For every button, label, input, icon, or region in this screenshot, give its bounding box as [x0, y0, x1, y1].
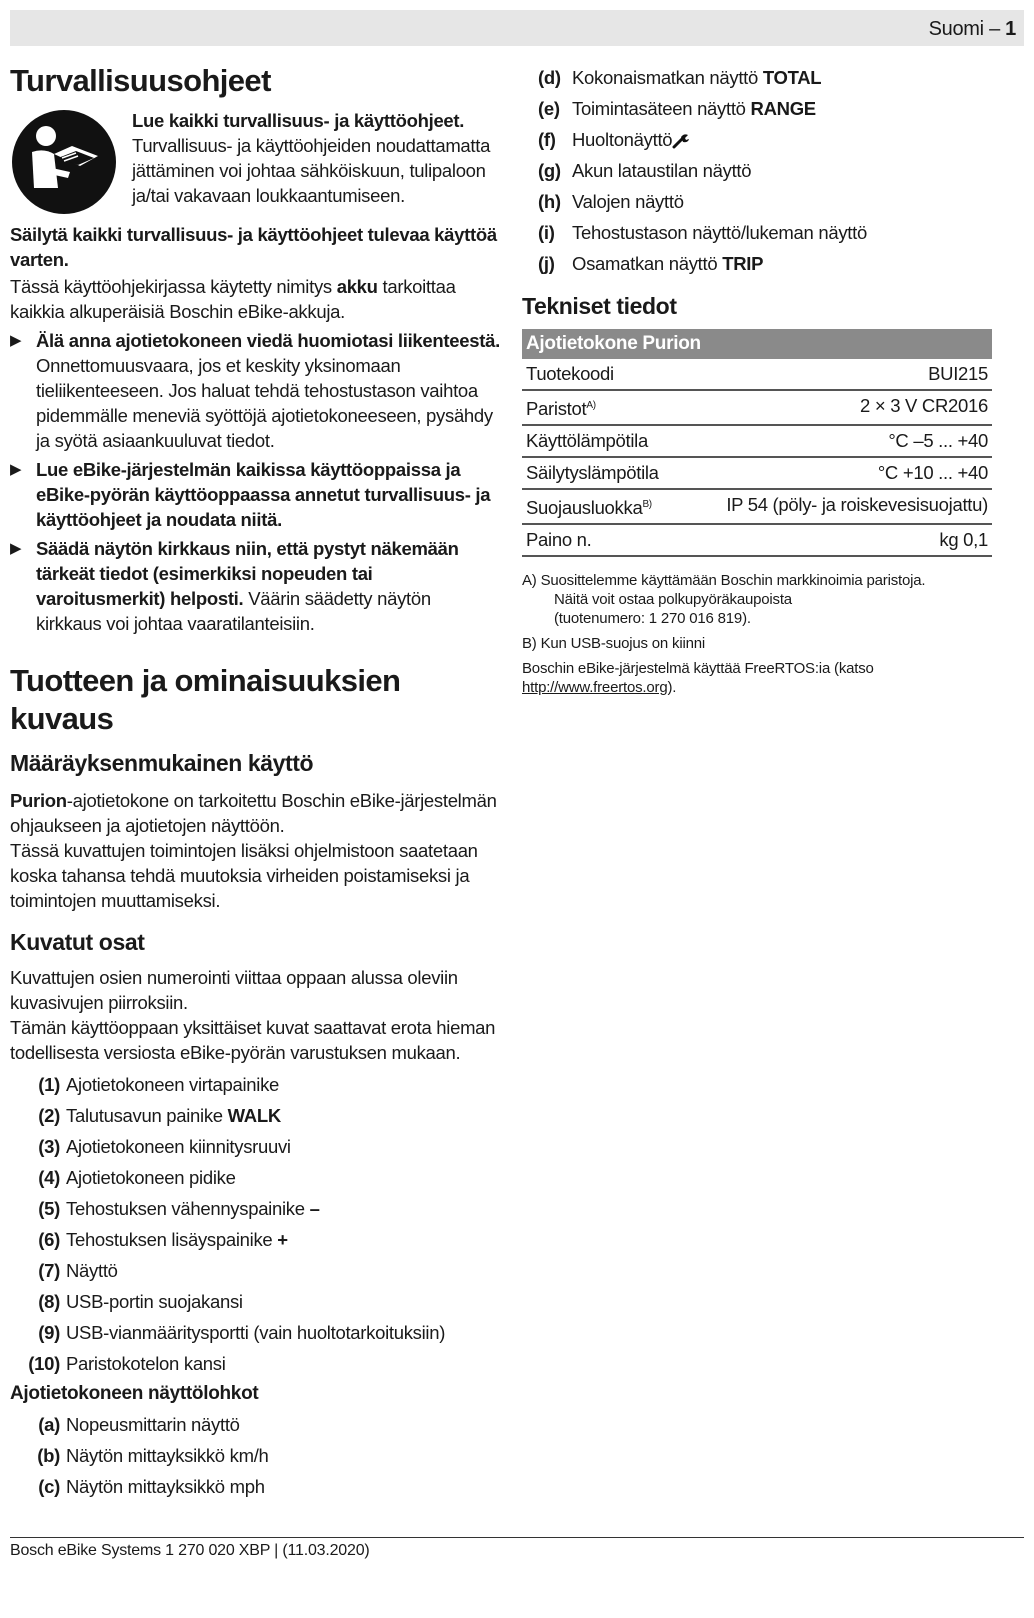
list-item — [538, 217, 1024, 248]
wrench-icon — [672, 133, 690, 149]
spec-value: IP 54 (pöly- ja roiskevesisuojattu) — [683, 489, 992, 524]
list-item — [10, 1440, 500, 1471]
item-number: (5) — [38, 1198, 60, 1219]
item-number: (d) — [538, 67, 561, 88]
display-list-right — [538, 62, 1024, 279]
bullet-arrow-icon: ▶ — [10, 332, 22, 349]
footnote-a: A) Suosittelemme käyttämään Boschin markkinoimia paristoja. — [522, 572, 926, 590]
list-item — [538, 93, 1024, 124]
keep-instructions: Säilytä kaikki turvallisuus- ja käyttöohjeet tulevaa käyttöä varten. — [10, 224, 497, 270]
tech-title: Tekniset tiedot — [522, 293, 677, 319]
list-item — [10, 1409, 500, 1440]
safety-bullet-2: ▶ Lue eBike-järjestelmän kaikissa käyttöoppaissa ja eBike-pyörän käyttöoppaassa annetut turvallisuus- ja käyttöohjeet ja noudata niitä. — [10, 459, 491, 530]
spec-row — [522, 457, 992, 489]
item-number: (7) — [38, 1260, 60, 1281]
item-text: Näytön mittayksikkö km/h — [66, 1445, 269, 1466]
item-text: Tehostustason näyttö/lukeman näyttö — [572, 222, 867, 243]
parts-text-2: Tämän käyttöoppaan yksittäiset kuvat saattavat erota hieman todellisesta versiosta eBike-pyörän varustuksen mukaan. — [10, 1017, 496, 1063]
spec-label: Tuotekoodi — [522, 359, 683, 390]
freertos-link[interactable]: http://www.freertos.org — [522, 679, 668, 697]
list-item — [538, 248, 1024, 279]
list-item — [538, 155, 1024, 186]
spec-table — [522, 329, 992, 557]
spec-label: Säilytyslämpötila — [522, 457, 683, 489]
item-text: Talutusavun painike WALK — [66, 1105, 281, 1126]
item-text: Paristokotelon kansi — [66, 1353, 226, 1374]
list-item — [538, 124, 1024, 155]
header-bar — [10, 10, 1024, 46]
item-number: (j) — [538, 253, 555, 274]
item-text: Huoltonäyttö — [572, 124, 690, 155]
list-item — [538, 186, 1024, 217]
safety-title: Turvallisuusohjeet — [10, 63, 271, 98]
item-number: (a) — [38, 1414, 60, 1435]
footer-text: Bosch eBike Systems 1 270 020 XBP | (11.03.2020) — [10, 1542, 370, 1559]
item-text: Ajotietokoneen pidike — [66, 1167, 236, 1188]
list-item — [10, 1224, 500, 1255]
item-text: Kokonaismatkan näyttö TOTAL — [572, 67, 822, 88]
spec-label: Käyttölämpötila — [522, 425, 683, 457]
list-item — [10, 1255, 500, 1286]
item-text: Ajotietokoneen virtapainike — [66, 1074, 280, 1095]
item-number: (9) — [38, 1322, 60, 1343]
list-item — [10, 1131, 500, 1162]
freertos-note: Boschin eBike-järjestelmä käyttää FreeRTOS:ia (katso — [522, 660, 874, 678]
list-item — [538, 62, 1024, 93]
parts-list — [10, 1069, 500, 1379]
usage-title: Määräyksenmukainen käyttö — [10, 750, 314, 776]
read-manual-icon — [10, 108, 118, 216]
item-text: Tehostuksen vähennyspainike – — [66, 1198, 320, 1219]
display-list-left — [10, 1409, 500, 1502]
item-text: Nopeusmittarin näyttö — [66, 1414, 240, 1435]
display-title: Ajotietokoneen näyttölohkot — [10, 1383, 259, 1404]
item-number: (10) — [28, 1353, 60, 1374]
list-item — [10, 1162, 500, 1193]
right-column — [522, 62, 1024, 697]
item-number: (e) — [538, 98, 560, 119]
footnotes: A) Suosittelemme käyttämään Boschin markkinoimia paristoja. Näitä voit ostaa polkupyöräkaupoista (tuotenumero: 1 270 016 819). B) Kun USB-suojus on kiinni Boschin eBike-järjestelmä käyttää FreeRTOS:ia (katso http://www.freertos.org). — [522, 571, 1024, 697]
item-number: (i) — [538, 222, 555, 243]
bullet-arrow-icon: ▶ — [10, 461, 22, 478]
list-item — [10, 1286, 500, 1317]
footnote-b: B) Kun USB-suojus on kiinni — [522, 635, 706, 653]
spec-table-header: Ajotietokone Purion — [522, 329, 992, 359]
spec-row — [522, 390, 992, 425]
intro-text: Turvallisuus- ja käyttöohjeiden noudattamatta jättäminen voi johtaa sähköiskuun, tulipaloon ja/tai vakavaan loukkaantumiseen. — [132, 135, 491, 206]
safety-intro — [10, 108, 500, 216]
item-text: Tehostuksen lisäyspainike + — [66, 1229, 288, 1250]
item-text: USB-vianmääritysportti (vain huoltotarkoituksiin) — [66, 1322, 446, 1343]
spec-value: BUI215 — [683, 359, 992, 390]
spec-row — [522, 524, 992, 556]
item-number: (4) — [38, 1167, 60, 1188]
item-number: (g) — [538, 160, 561, 181]
spec-value: °C +10 ... +40 — [683, 457, 992, 489]
spec-label: Paino n. — [522, 524, 683, 556]
left-column — [10, 62, 500, 1502]
item-number: (6) — [38, 1229, 60, 1250]
spec-value: 2 × 3 V CR2016 — [683, 390, 992, 425]
footer-divider — [10, 1537, 1024, 1538]
spec-row — [522, 425, 992, 457]
spec-value: kg 0,1 — [683, 524, 992, 556]
list-item — [10, 1100, 500, 1131]
item-number: (f) — [538, 129, 556, 150]
bullet-arrow-icon: ▶ — [10, 540, 22, 557]
item-text: Näyttö — [66, 1260, 118, 1281]
item-text: Näytön mittayksikkö mph — [66, 1476, 265, 1497]
item-number: (8) — [38, 1291, 60, 1312]
item-text: Toimintasäteen näyttö RANGE — [572, 98, 816, 119]
product-title: Tuotteen ja ominaisuuksien kuvaus — [10, 663, 401, 736]
item-number: (1) — [38, 1074, 60, 1095]
spec-label: Paristot$^{A)}$ — [522, 390, 683, 425]
parts-text-1: Kuvattujen osien numerointi viittaa oppaan alussa oleviin kuvasivujen piirroksiin. — [10, 967, 458, 1013]
parts-title: Kuvatut osat — [10, 929, 145, 955]
item-number: (b) — [37, 1445, 60, 1466]
item-number: (2) — [38, 1105, 60, 1126]
page-language-number: Suomi – 1 — [928, 18, 1016, 40]
safety-bullet-3: ▶ Säädä näytön kirkkaus niin, että pystyt näkemään tärkeät tiedot (esimerkiksi nopeuden tai varoitusmerkit) helposti. Väärin säädetty näytön kirkkaus voi johtaa vaaratilanteisiin. — [10, 538, 459, 634]
spec-value: °C –5 ... +40 — [683, 425, 992, 457]
intro-bold: Lue kaikki turvallisuus- ja käyttöohjeet. — [132, 110, 465, 131]
item-number: (3) — [38, 1136, 60, 1157]
item-text: Valojen näyttö — [572, 191, 684, 212]
item-text: USB-portin suojakansi — [66, 1291, 243, 1312]
item-number: (h) — [538, 191, 561, 212]
item-text: Akun lataustilan näyttö — [572, 160, 752, 181]
safety-bullet-1: ▶ Älä anna ajotietokoneen viedä huomiotasi liikenteestä. Onnettomuusvaara, jos et keskity yksinomaan tieliikenteeseen. Jos haluat tehdä tehostustason vaihtoa pidemmälle meneviä syöttöjä ajotietokoneeseen, pysähdy ja syötä asiaankuuluvat tiedot. — [10, 330, 500, 451]
item-number: (c) — [38, 1476, 60, 1497]
spec-label: Suojausluokka$^{B)}$ — [522, 489, 683, 524]
usage-text-2: Tässä kuvattujen toimintojen lisäksi ohjelmistoon saatetaan koska tahansa tehdä muutoksia virheiden poistamiseksi ja toimintojen muuttamiseksi. — [10, 840, 478, 911]
spec-row — [522, 359, 992, 390]
list-item — [10, 1069, 500, 1100]
list-item — [10, 1348, 500, 1379]
list-item — [10, 1317, 500, 1348]
item-text: Osamatkan näyttö TRIP — [572, 253, 764, 274]
usage-text-1: Purion-ajotietokone on tarkoitettu Boschin eBike-järjestelmän ohjaukseen ja ajotietojen näyttöön. — [10, 790, 497, 836]
spec-row — [522, 489, 992, 524]
battery-note: Tässä käyttöohjekirjassa käytetty nimitys akku tarkoittaa kaikkia alkuperäisiä Boschin eBike-akkuja. — [10, 276, 456, 322]
list-item — [10, 1193, 500, 1224]
list-item — [10, 1471, 500, 1502]
item-text: Ajotietokoneen kiinnitysruuvi — [66, 1136, 291, 1157]
